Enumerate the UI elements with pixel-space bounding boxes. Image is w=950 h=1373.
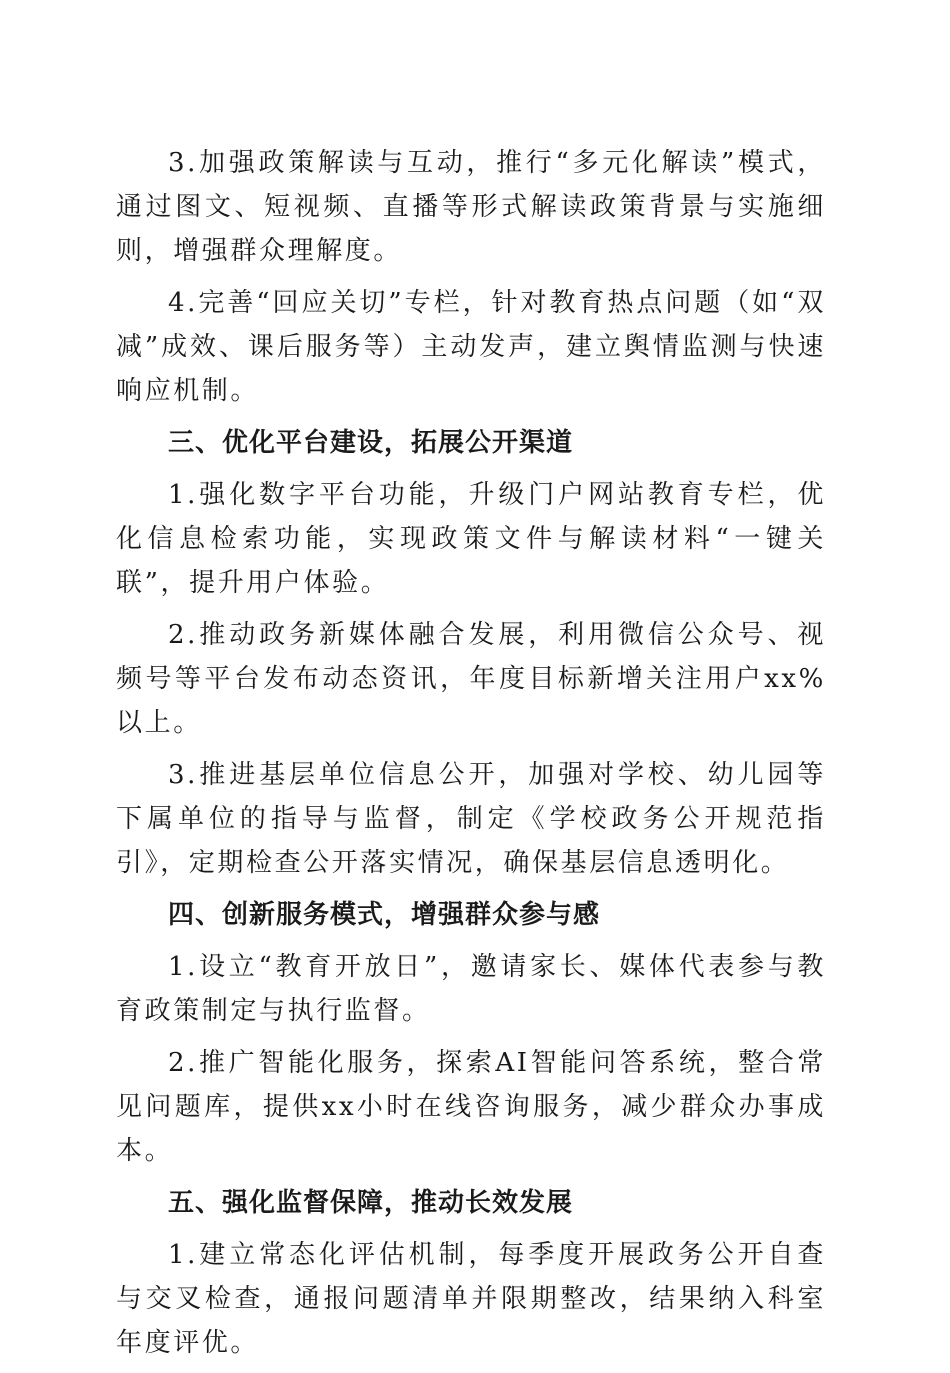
document-body — [116, 141, 826, 1373]
section-heading-4: 四、创新服务模式，增强群众参与感 — [168, 900, 601, 930]
section-heading-3: 三、优化平台建设，拓展公开渠道 — [168, 428, 574, 458]
section-heading-5: 五、强化监督保障，推动长效发展 — [168, 1188, 574, 1218]
paragraph-evaluation-mechanism: 1.建立常态化评估机制，每季度开展政务公开自查与交叉检查，通报问题清单并限期整改，结果纳入科室年度评优。 — [116, 1240, 826, 1358]
paragraph-smart-service: 2.推广智能化服务，探索AI智能问答系统，整合常见问题库，提供xx小时在线咨询服务，减少群众办事成本。 — [116, 1048, 826, 1166]
paragraph-new-media: 2.推动政务新媒体融合发展，利用微信公众号、视频号等平台发布动态资讯，年度目标新增关注用户xx%以上。 — [116, 620, 826, 738]
paragraph-response-column: 4.完善“回应关切”专栏，针对教育热点问题（如“双减”成效、课后服务等）主动发声，建立舆情监测与快速响应机制。 — [116, 288, 826, 406]
paragraph-open-day: 1.设立“教育开放日”，邀请家长、媒体代表参与教育政策制定与执行监督。 — [116, 952, 826, 1026]
paragraph-digital-platform: 1.强化数字平台功能，升级门户网站教育专栏，优化信息检索功能，实现政策文件与解读材料“一键关联”，提升用户体验。 — [116, 480, 826, 598]
paragraph-grassroots-disclosure: 3.推进基层单位信息公开，加强对学校、幼儿园等下属单位的指导与监督，制定《学校政务公开规范指引》，定期检查公开落实情况，确保基层信息透明化。 — [116, 760, 826, 878]
paragraph-policy-interpretation: 3.加强政策解读与互动，推行“多元化解读”模式，通过图文、短视频、直播等形式解读政策背景与实施细则，增强群众理解度。 — [116, 148, 826, 266]
